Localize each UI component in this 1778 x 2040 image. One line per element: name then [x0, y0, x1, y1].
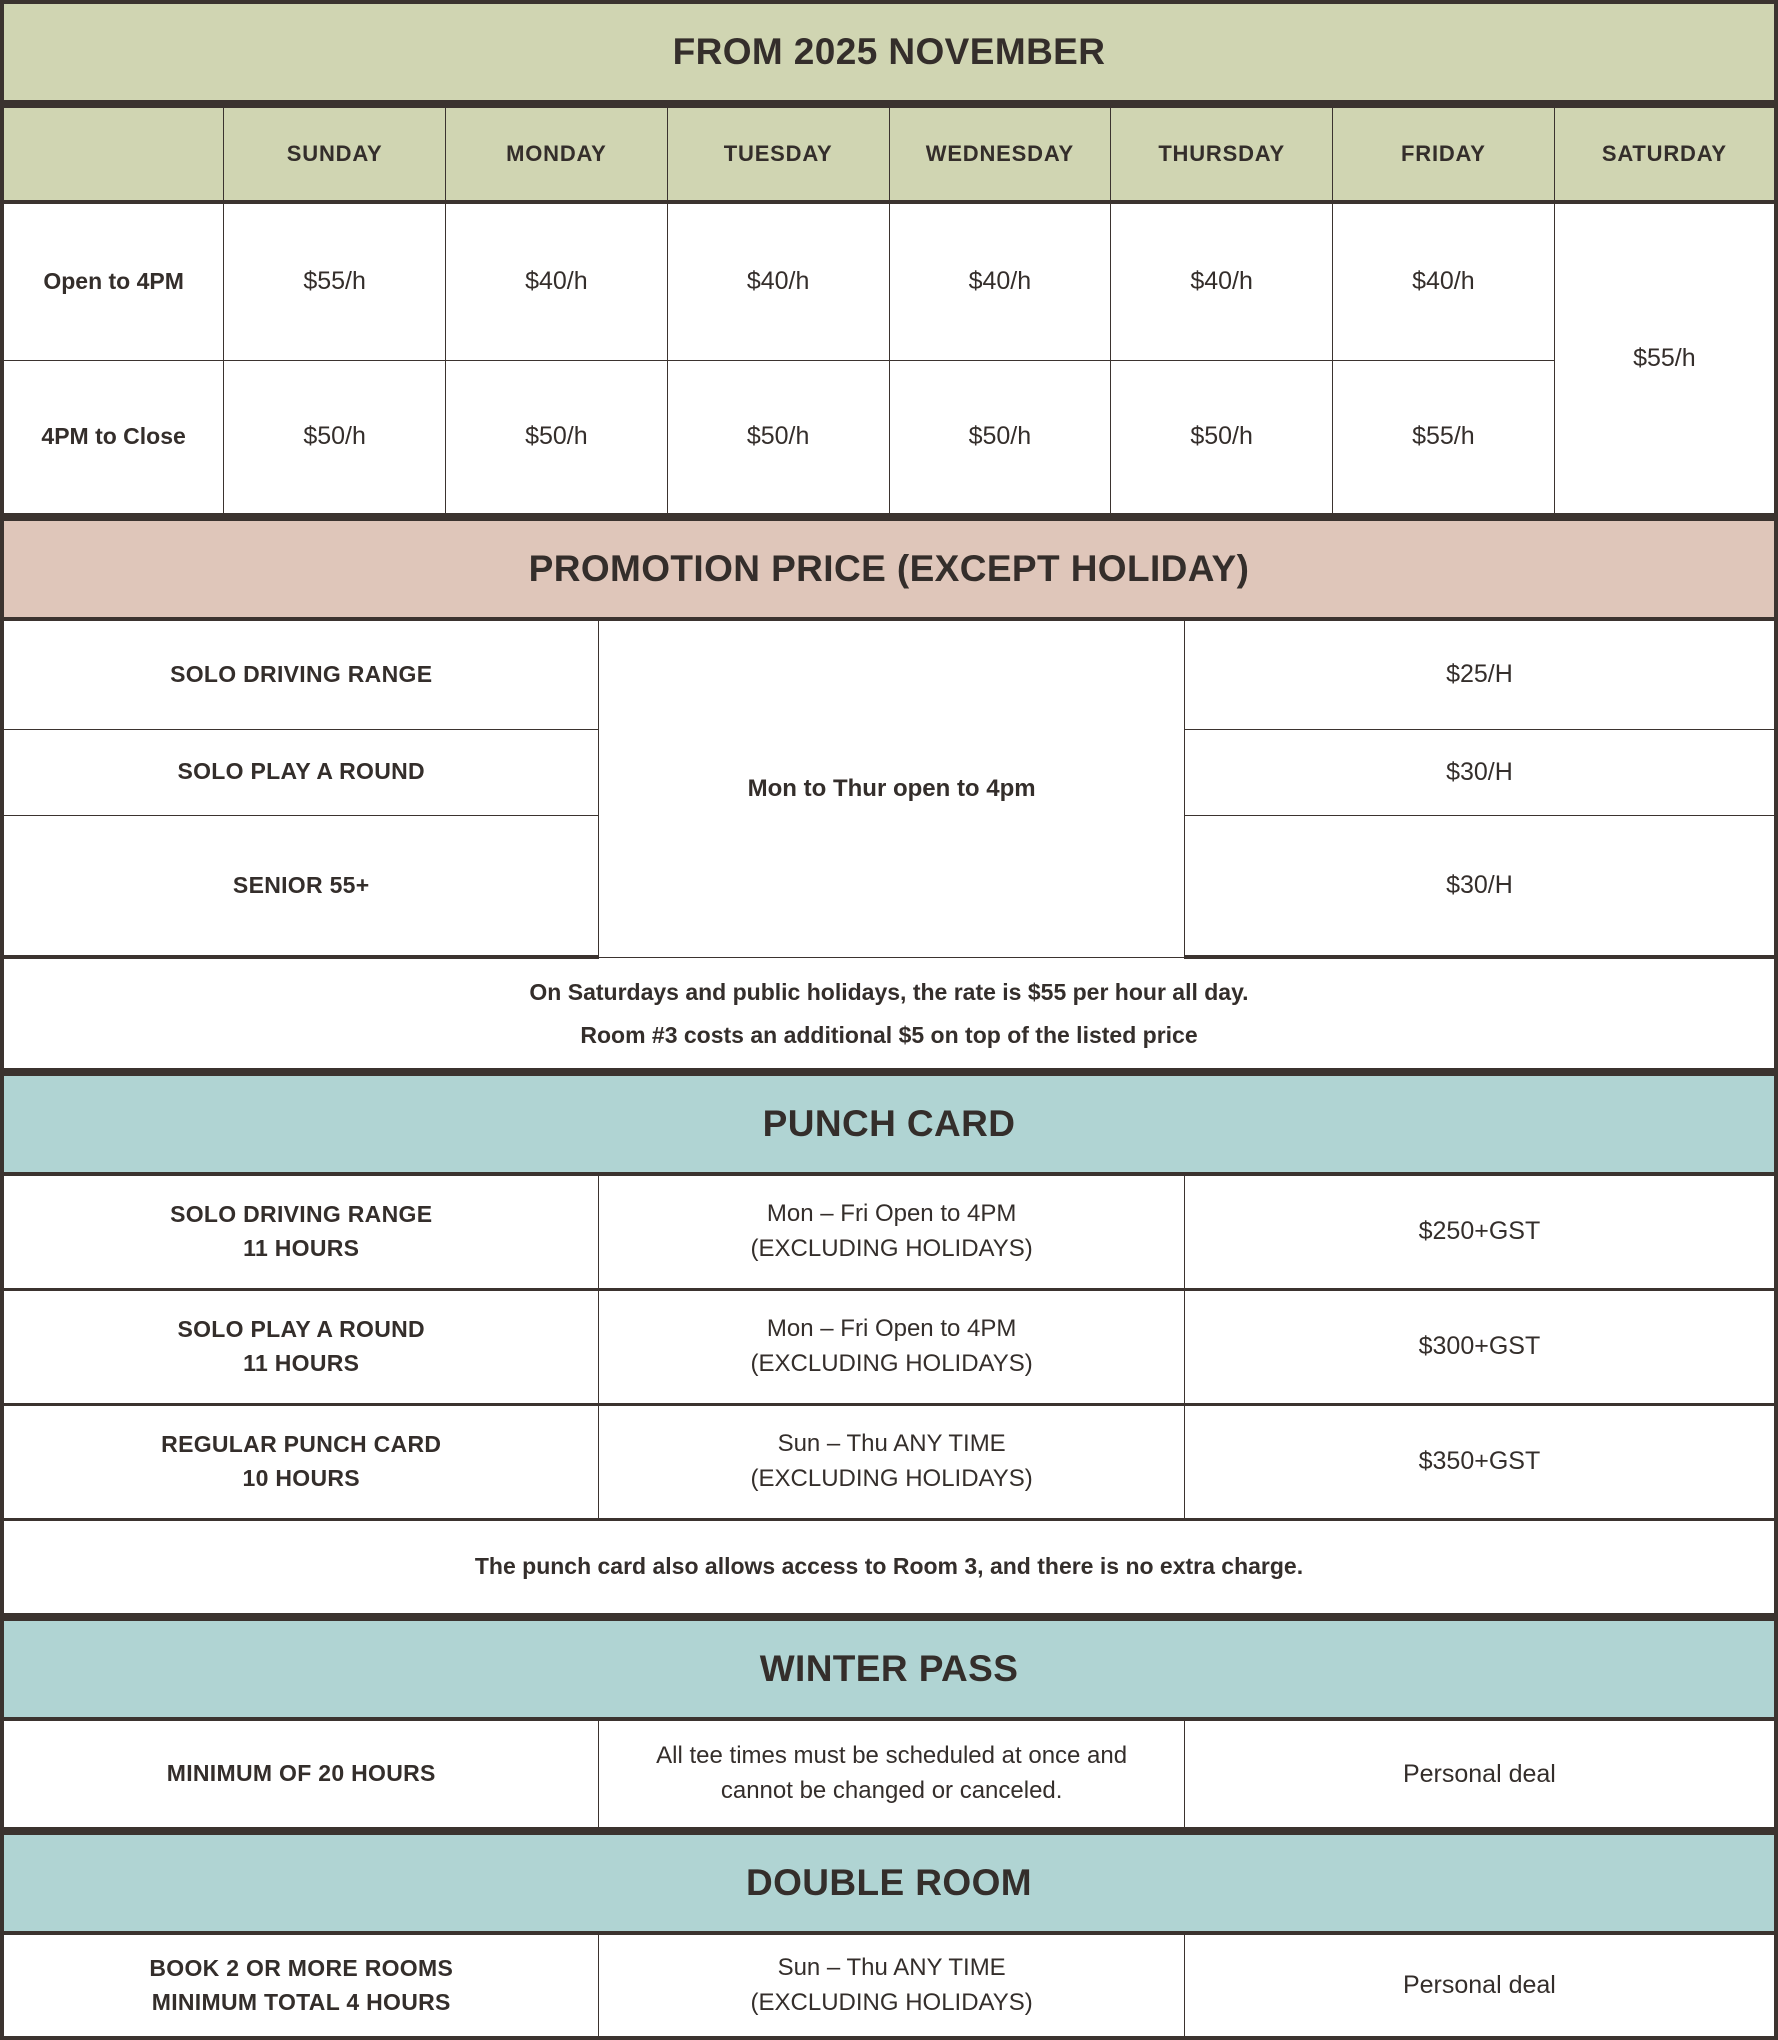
- rate-open-tuesday: $40/h: [667, 202, 889, 360]
- punch-card-condition-solo-driving-range-line2: (EXCLUDING HOLIDAYS): [750, 1234, 1033, 1262]
- punch-card-row-regular: [2, 1404, 1776, 1519]
- double-room-label: [2, 1933, 599, 2038]
- punch-card-row-solo-play-a-round: [2, 1289, 1776, 1404]
- promotion-heading: PROMOTION PRICE (EXCEPT HOLIDAY): [2, 519, 1776, 619]
- punch-card-condition-regular: [599, 1404, 1184, 1519]
- double-room-price: Personal deal: [1184, 1933, 1776, 2038]
- winter-pass-row: [2, 1719, 1776, 1829]
- rate-row-label-open: Open to 4PM: [2, 202, 224, 360]
- day-header-saturday: SATURDAY: [1554, 106, 1776, 202]
- rate-open-wednesday: $40/h: [889, 202, 1111, 360]
- punch-card-heading: PUNCH CARD: [2, 1074, 1776, 1174]
- rate-open-thursday: $40/h: [1111, 202, 1333, 360]
- punch-card-condition-regular-line2: (EXCLUDING HOLIDAYS): [750, 1464, 1033, 1492]
- rate-close-tuesday: $50/h: [667, 360, 889, 515]
- rate-row-open-to-4pm: [2, 202, 1776, 360]
- promotion-label-senior: SENIOR 55+: [2, 815, 599, 957]
- punch-card-condition-solo-play-a-round-line2: (EXCLUDING HOLIDAYS): [750, 1349, 1033, 1377]
- winter-pass-condition-line1: All tee times must be scheduled at once and: [656, 1742, 1128, 1770]
- punch-card-label-solo-play-a-round-line1: SOLO PLAY A ROUND: [177, 1316, 425, 1343]
- punch-card-price-solo-play-a-round: $300+GST: [1184, 1289, 1776, 1404]
- punch-card-note: The punch card also allows access to Room 3, and there is no extra charge.: [2, 1519, 1776, 1615]
- promotion-price-solo-play-a-round: $30/H: [1184, 729, 1776, 815]
- rate-saturday-allday: $55/h: [1554, 202, 1776, 515]
- promotion-note: [2, 957, 1776, 1070]
- rate-row-4pm-to-close: [2, 360, 1776, 515]
- punch-card-label-solo-play-a-round: [2, 1289, 599, 1404]
- punch-card-label-solo-driving-range-line1: SOLO DRIVING RANGE: [170, 1201, 433, 1228]
- punch-card-table: [0, 1072, 1778, 1617]
- rate-close-thursday: $50/h: [1111, 360, 1333, 515]
- winter-pass-condition: [599, 1719, 1184, 1829]
- weekday-price-table: [0, 104, 1778, 517]
- rate-open-friday: $40/h: [1333, 202, 1555, 360]
- punch-card-condition-solo-play-a-round: [599, 1289, 1184, 1404]
- double-room-label-line2: MINIMUM TOTAL 4 HOURS: [151, 1988, 451, 2015]
- double-room-condition-line1: Sun – Thu ANY TIME: [777, 1953, 1006, 1981]
- rate-close-monday: $50/h: [446, 360, 668, 515]
- promotion-table: [0, 517, 1778, 1072]
- double-room-condition-line2: (EXCLUDING HOLIDAYS): [750, 1988, 1033, 2016]
- punch-card-label-solo-play-a-round-line2: 11 HOURS: [243, 1349, 360, 1376]
- rate-row-label-close: 4PM to Close: [2, 360, 224, 515]
- promotion-price-solo-driving-range: $25/H: [1184, 619, 1776, 729]
- day-header-monday: MONDAY: [446, 106, 668, 202]
- promotion-heading-row: [2, 519, 1776, 619]
- day-header-corner: [2, 106, 224, 202]
- day-header-wednesday: WEDNESDAY: [889, 106, 1111, 202]
- punch-card-note-row: [2, 1519, 1776, 1615]
- punch-card-price-regular: $350+GST: [1184, 1404, 1776, 1519]
- promotion-price-senior: $30/H: [1184, 815, 1776, 957]
- winter-pass-condition-line2: cannot be changed or canceled.: [720, 1777, 1063, 1804]
- winter-pass-price: Personal deal: [1184, 1719, 1776, 1829]
- title-table: [0, 0, 1778, 104]
- punch-card-condition-regular-line1: Sun – Thu ANY TIME: [777, 1429, 1006, 1457]
- punch-card-row-solo-driving-range: [2, 1174, 1776, 1289]
- punch-card-label-regular-line2: 10 HOURS: [242, 1464, 360, 1491]
- punch-card-condition-solo-driving-range-line1: Mon – Fri Open to 4PM: [766, 1199, 1017, 1227]
- day-header-friday: FRIDAY: [1333, 106, 1555, 202]
- punch-card-condition-solo-play-a-round-line1: Mon – Fri Open to 4PM: [766, 1314, 1017, 1342]
- punch-card-label-solo-driving-range-line2: 11 HOURS: [243, 1234, 360, 1261]
- winter-pass-label: MINIMUM OF 20 HOURS: [2, 1719, 599, 1829]
- rate-close-friday: $55/h: [1333, 360, 1555, 515]
- punch-card-label-regular-line1: REGULAR PUNCH CARD: [161, 1431, 442, 1458]
- double-room-label-line1: BOOK 2 OR MORE ROOMS: [149, 1955, 454, 1982]
- punch-card-label-solo-driving-range: [2, 1174, 599, 1289]
- promotion-note-line2: Room #3 costs an additional $5 on top of the listed price: [580, 1021, 1198, 1048]
- double-room-table: [0, 1831, 1778, 2040]
- day-header-thursday: THURSDAY: [1111, 106, 1333, 202]
- punch-card-label-regular: [2, 1404, 599, 1519]
- promotion-note-line1: On Saturdays and public holidays, the rate is $55 per hour all day.: [529, 978, 1249, 1005]
- punch-card-condition-solo-driving-range: [599, 1174, 1184, 1289]
- punch-card-price-solo-driving-range: $250+GST: [1184, 1174, 1776, 1289]
- title-row: [2, 2, 1776, 102]
- double-room-condition: [599, 1933, 1184, 2038]
- winter-pass-heading-row: [2, 1619, 1776, 1719]
- promotion-condition: Mon to Thur open to 4pm: [599, 619, 1184, 957]
- rate-close-wednesday: $50/h: [889, 360, 1111, 515]
- double-room-heading: DOUBLE ROOM: [2, 1833, 1776, 1933]
- double-room-row: [2, 1933, 1776, 2038]
- rate-close-sunday: $50/h: [224, 360, 446, 515]
- promotion-label-solo-driving-range: SOLO DRIVING RANGE: [2, 619, 599, 729]
- rate-open-sunday: $55/h: [224, 202, 446, 360]
- promotion-label-solo-play-a-round: SOLO PLAY A ROUND: [2, 729, 599, 815]
- punch-card-heading-row: [2, 1074, 1776, 1174]
- day-header-tuesday: TUESDAY: [667, 106, 889, 202]
- day-header-sunday: SUNDAY: [224, 106, 446, 202]
- double-room-heading-row: [2, 1833, 1776, 1933]
- promotion-row-solo-driving-range: [2, 619, 1776, 729]
- winter-pass-table: [0, 1617, 1778, 1831]
- rate-open-monday: $40/h: [446, 202, 668, 360]
- page-title: FROM 2025 NOVEMBER: [2, 2, 1776, 102]
- winter-pass-heading: WINTER PASS: [2, 1619, 1776, 1719]
- promotion-note-row: [2, 957, 1776, 1070]
- day-header-row: [2, 106, 1776, 202]
